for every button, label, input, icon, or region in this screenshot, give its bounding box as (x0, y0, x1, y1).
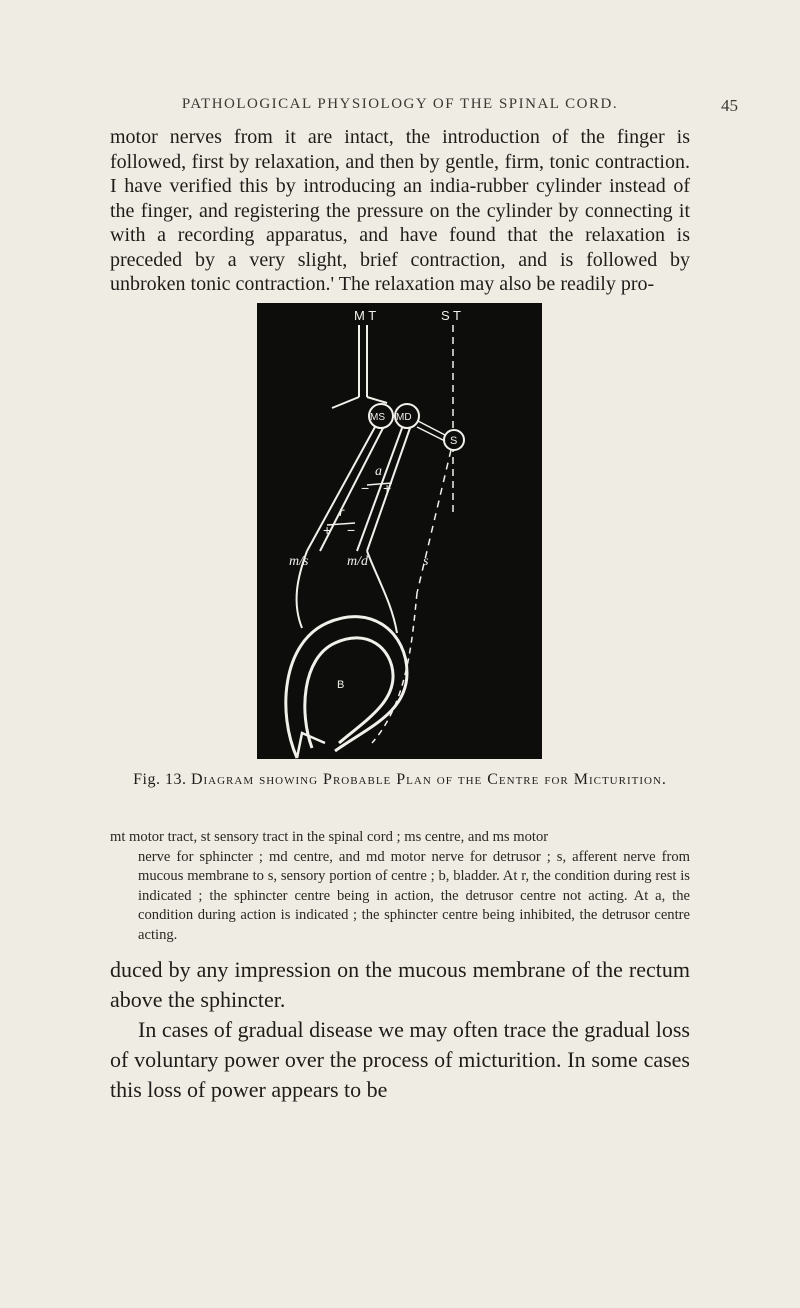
diagram-svg (257, 303, 542, 759)
figure-title: Diagram showing Probable Plan of the Centre for Micturition. (190, 771, 667, 788)
label-mt: M T (354, 308, 377, 323)
legend-rest: nerve for sphincter ; md centre, and md motor nerve for detrusor ; s, afferent nerve from mucous membrane to s, sensory portion of centre ; b, bladder. At r, the condition during rest is indicated ; the sphincter centre being in action, the detrusor centre not acting. At a, the condition during action is indicated ; the sphincter centre being inhibited, the detrusor centre acting. (138, 848, 690, 943)
paragraph-3-text: In cases of gradual disease we may often trace the gradual loss of voluntary power over the process of micturition. In some cases this loss of power appears to be (110, 1017, 690, 1102)
paragraph-1 (110, 125, 690, 297)
tract-branch-right (367, 397, 387, 403)
label-r: r (339, 505, 345, 520)
label-st: S T (441, 308, 461, 323)
label-bladder: B (337, 679, 345, 691)
md-s-link (418, 421, 445, 435)
legend-line-1: mt motor tract, st sensory tract in the spinal cord ; ms centre, and ms motor (110, 829, 549, 845)
figure-caption-title (110, 771, 690, 789)
label-m-d: m/d (347, 554, 368, 569)
figure-legend (110, 828, 690, 945)
paragraph-2 (110, 955, 690, 1015)
running-header (0, 96, 800, 113)
paragraph-1-text: motor nerves from it are intact, the introduction of the finger is followed, first by relaxation, and then by gentle, firm, tonic contraction. I have verified this by introducing an india-rubber cylinder instead of the finger, and registering the pressure on the cylinder by connecting it with a recording apparatus, and have found that the relaxation is preceded by a very slight, brief contraction, and is followed by unbroken tonic contraction.' The relaxation may also be readily pro- (110, 126, 690, 295)
label-plus-r: + (323, 522, 332, 538)
paragraph-2-text: duced by any impression on the mucous membrane of the rectum above the sphincter. (110, 957, 690, 1012)
label-m-s: m/s (289, 554, 309, 569)
tract-branch-left (332, 397, 359, 408)
label-a: a (375, 464, 382, 479)
bladder-inner-outline (305, 638, 393, 748)
micturition-diagram (257, 303, 542, 759)
label-minus-a: − (361, 480, 370, 496)
md-s-link-2 (417, 427, 445, 441)
label-md: MD (396, 412, 412, 423)
figure-number: Fig. 13. (133, 771, 187, 788)
running-title: PATHOLOGICAL PHYSIOLOGY OF THE SPINAL CORD. (181, 96, 619, 112)
label-plus-a: + (383, 480, 392, 496)
label-s-circle: S (450, 435, 458, 447)
label-minus-r: − (347, 522, 356, 538)
page-number: 45 (721, 96, 738, 115)
label-s-line: s (423, 554, 429, 569)
label-ms: MS (370, 412, 385, 423)
paragraph-3 (110, 1015, 690, 1105)
afferent-nerve-line (417, 450, 451, 593)
